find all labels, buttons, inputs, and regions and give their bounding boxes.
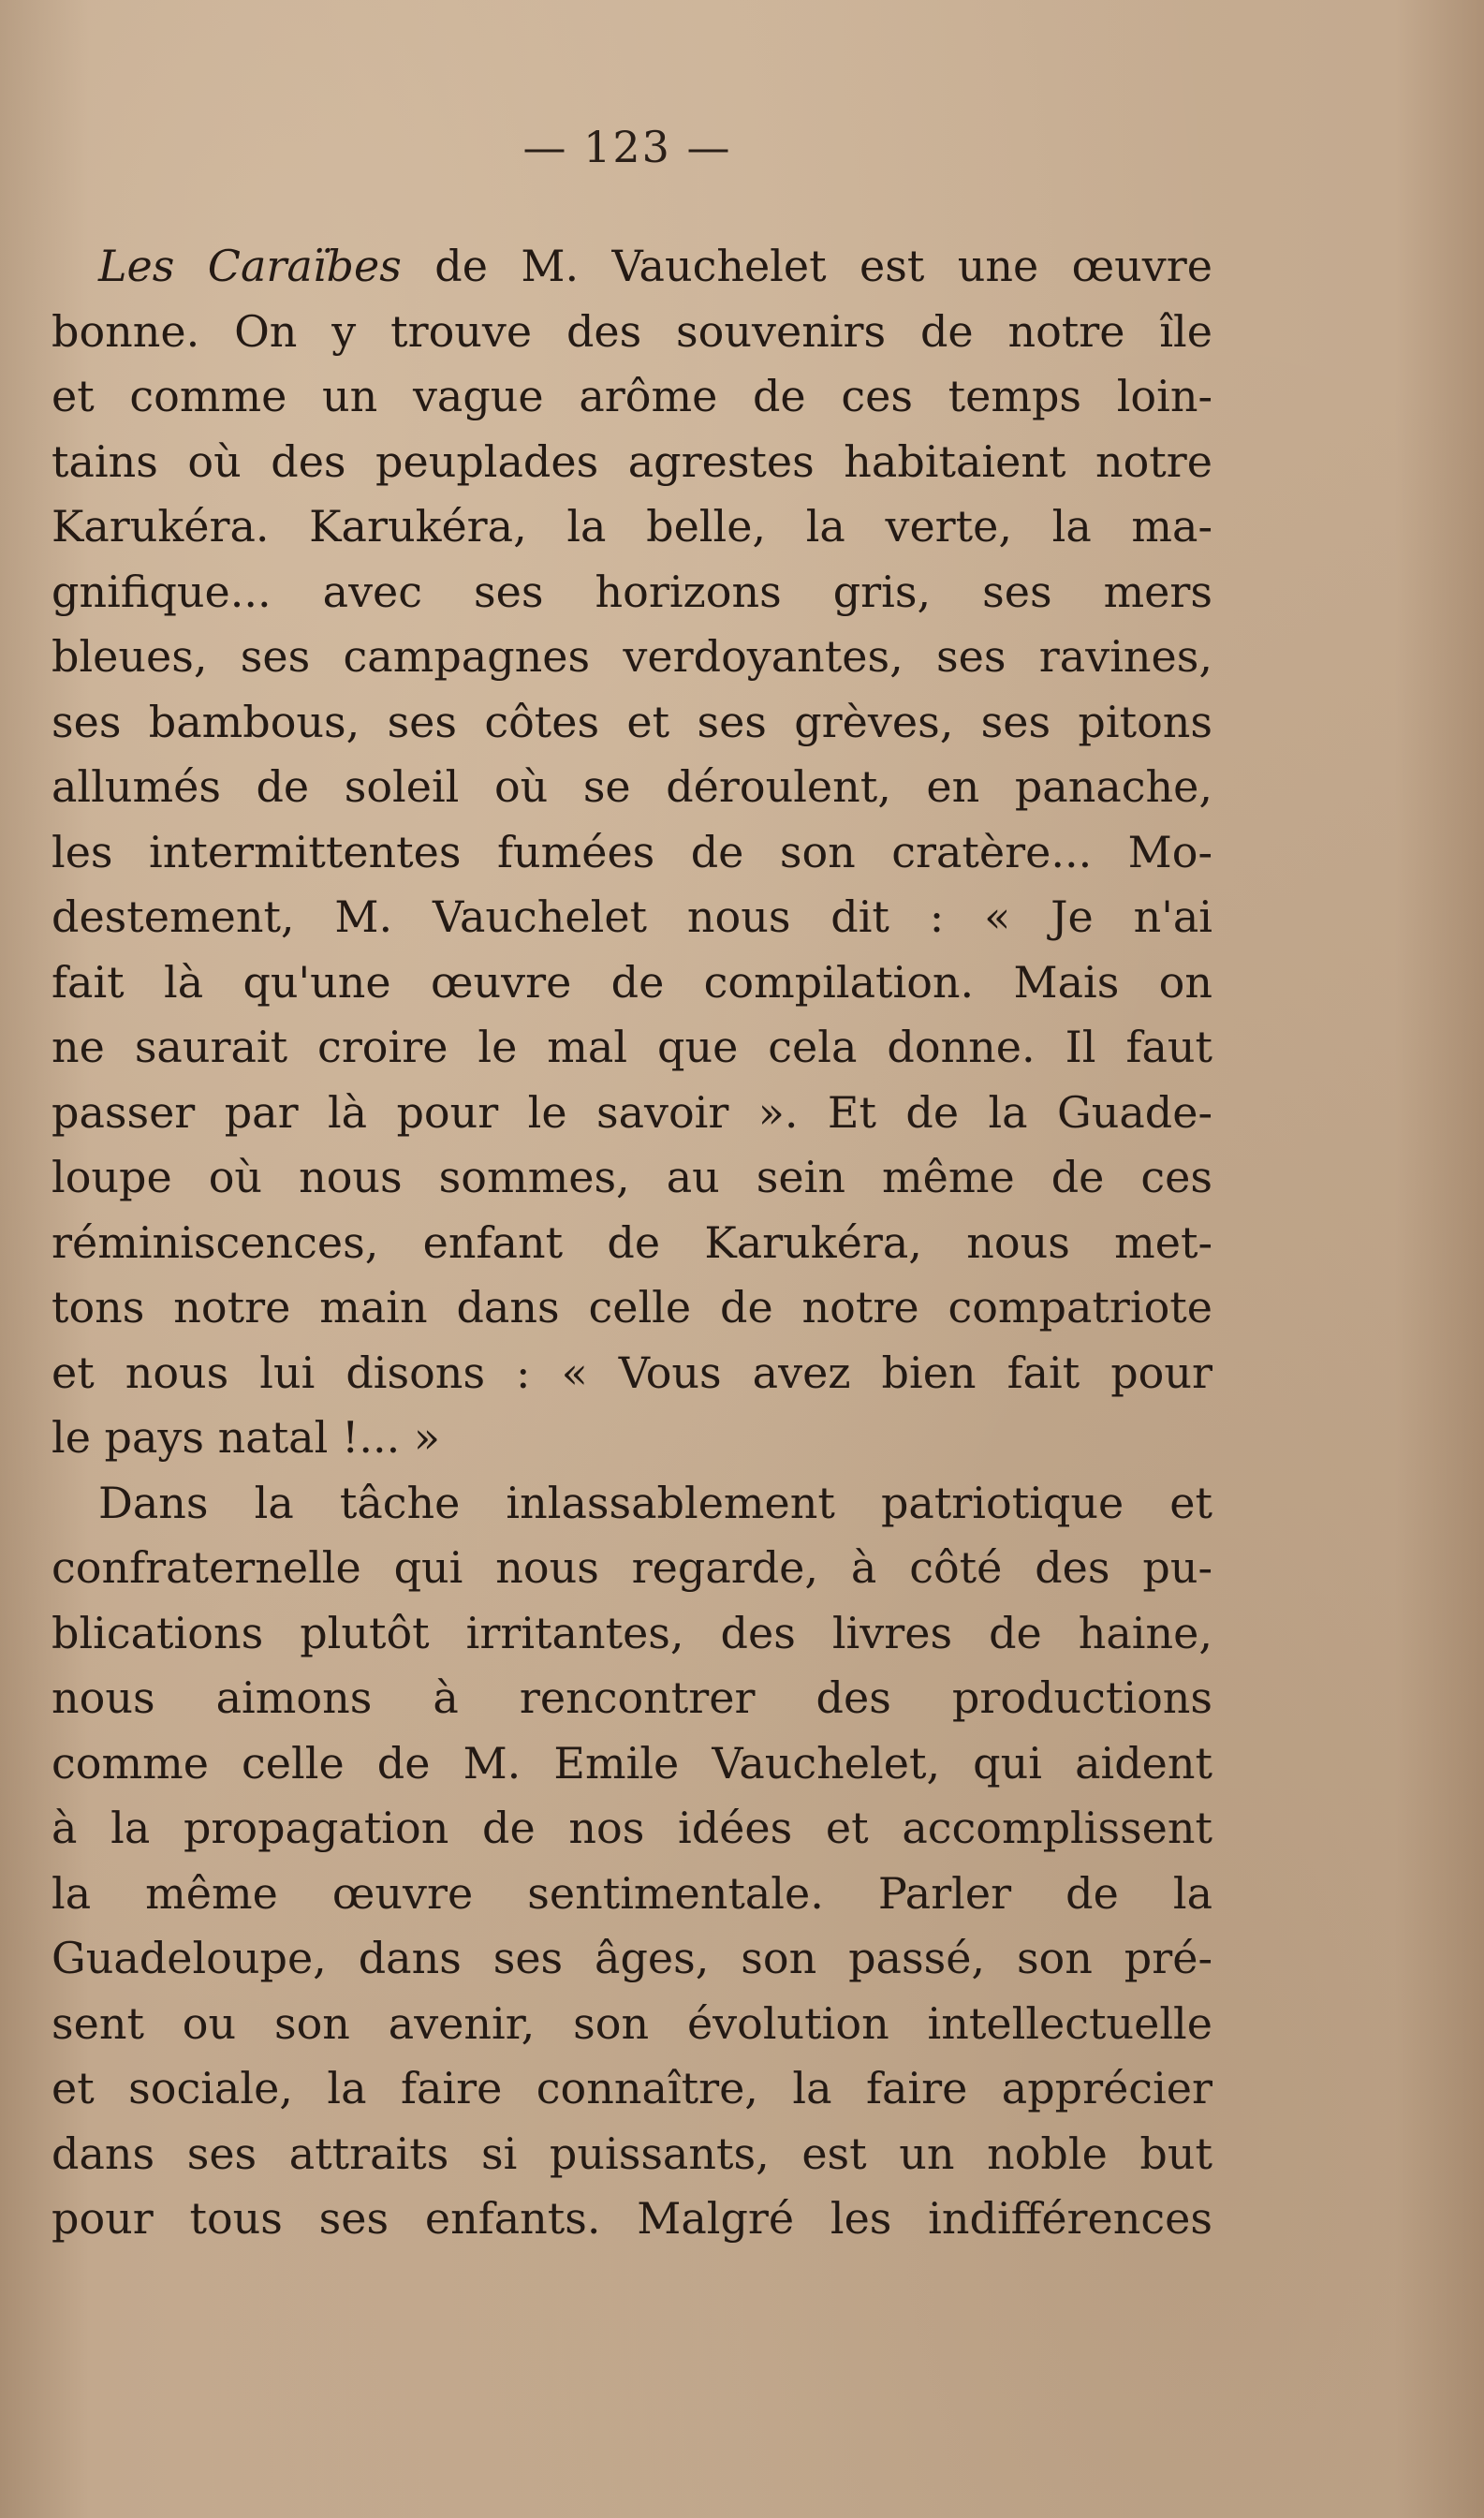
- text-line: tons notre main dans celle de notre compatriote: [51, 1282, 1212, 1333]
- text-line: loupe où nous sommes, au sein même de ces: [51, 1152, 1212, 1202]
- text-line: ne saurait croire le mal que cela donne. Il faut: [51, 1022, 1212, 1072]
- text-line: Dans la tâche inlassablement patriotique et: [98, 1477, 1212, 1528]
- text-line: à la propagation de nos idées et accomplissent: [51, 1803, 1212, 1853]
- text-line: dans ses attraits si puissants, est un noble but: [51, 2128, 1212, 2179]
- text-line: gnifique... avec ses horizons gris, ses mers: [51, 566, 1212, 617]
- text-line: nous aimons à rencontrer des productions: [51, 1672, 1212, 1723]
- page-number: — 123 —: [522, 122, 732, 172]
- text-line: et nous lui disons : « Vous avez bien fait pour: [51, 1347, 1212, 1398]
- text-line: pour tous ses enfants. Malgré les indifférences: [51, 2193, 1212, 2244]
- text-line: et sociale, la faire connaître, la faire apprécier: [51, 2063, 1212, 2113]
- text-line: passer par là pour le savoir ». Et de la Guade-: [51, 1086, 1212, 1138]
- text-line: bonne. On y trouve des souvenirs de notre île: [51, 305, 1212, 357]
- text-line: confraternelle qui nous regarde, à côté des pu-: [51, 1542, 1212, 1593]
- text-line: blications plutôt irritantes, des livres de haine,: [51, 1607, 1212, 1658]
- text-line: tains où des peuplades agrestes habitaient notre: [51, 435, 1212, 487]
- text-line: comme celle de M. Emile Vauchelet, qui aident: [51, 1737, 1212, 1789]
- text-line: réminiscences, enfant de Karukéra, nous met-: [51, 1216, 1212, 1268]
- text-line: les intermittentes fumées de son cratère... Mo-: [51, 826, 1212, 877]
- book-title-italic: Les Caraïbes: [98, 241, 402, 291]
- text-line: la même œuvre sentimentale. Parler de la: [51, 1867, 1212, 1919]
- text-line: ses bambous, ses côtes et ses grèves, ses pitons: [51, 696, 1212, 747]
- text-line: allumés de soleil où se déroulent, en panache,: [51, 761, 1212, 812]
- text-line: sent ou son avenir, son évolution intellectuelle: [51, 1997, 1212, 2049]
- text-line: fait là qu'une œuvre de compilation. Mais on: [51, 956, 1212, 1008]
- text-line: Guadeloupe, dans ses âges, son passé, son pré-: [51, 1933, 1212, 1983]
- body-text: [51, 234, 1212, 2252]
- text-line: le pays natal !... »: [51, 1412, 441, 1463]
- text-line: Karukéra. Karukéra, la belle, la verte, la ma-: [51, 501, 1212, 552]
- text-line: bleues, ses campagnes verdoyantes, ses ravines,: [51, 631, 1212, 682]
- text-line: destement, M. Vauchelet nous dit : « Je n'ai: [51, 891, 1212, 942]
- text-line: et comme un vague arôme de ces temps loin-: [51, 371, 1212, 421]
- text-line: Les Caraïbes de M. Vauchelet est une œuvre: [98, 241, 1212, 291]
